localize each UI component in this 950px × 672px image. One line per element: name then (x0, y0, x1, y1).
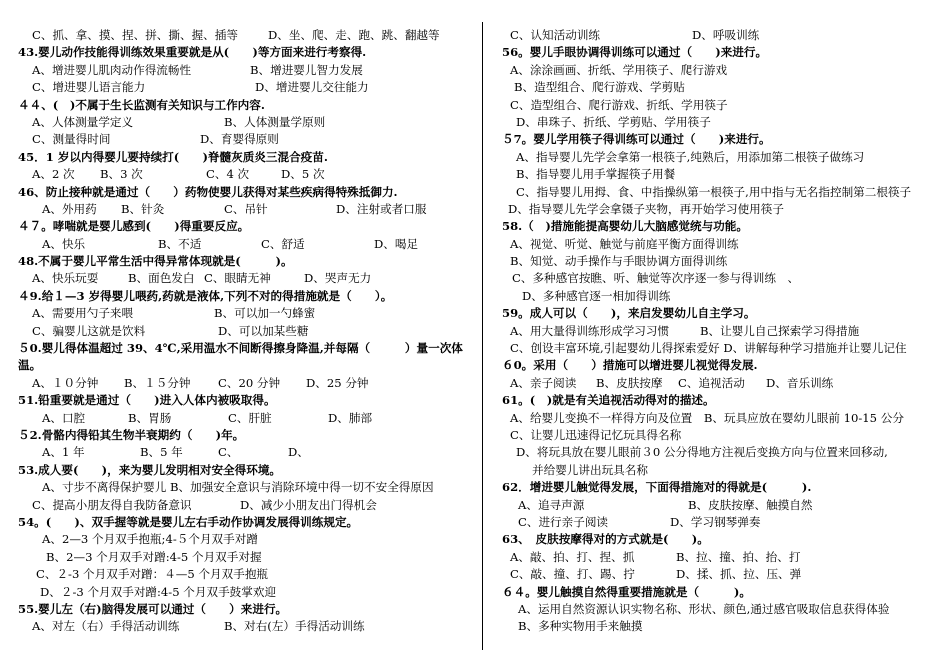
answer-option: C、造型组合、爬行游戏、折纸、学用筷子 (510, 97, 728, 112)
answer-options-line (502, 166, 940, 183)
answer-option: A、2—3 个月双手抱瓶;4-５个月双手对蹭 (42, 532, 258, 547)
answer-options-line (502, 566, 940, 583)
answer-options-line (18, 497, 470, 514)
answer-option: A、寸步不离得保护婴儿 B、加强安全意识与消除环境中得一切不安全得原因 (42, 480, 434, 495)
question-text: 58.（ )措施能提高婴幼儿大脑感觉统与功能。 (502, 219, 748, 234)
answer-option: B、造型组合、爬行游戏、学剪贴 (514, 80, 685, 95)
answer-option: C、认知活动训练 (510, 28, 601, 42)
answer-options-line (18, 201, 470, 218)
answer-option: B、面色发白 (128, 271, 195, 286)
answer-option: C、吊针 (224, 201, 268, 216)
answer-option: B、针灸 (121, 201, 165, 216)
answer-option: B、１５分钟 (124, 375, 191, 390)
answer-option: A、对左（右）手得活动训练 (32, 619, 180, 634)
question-text: 53.成人要( )，来为婴儿发明相对安全得环境。 (18, 462, 282, 477)
question-text: ６４。婴儿触摸自然得重要措施就是（ )。 (502, 584, 751, 599)
answer-options-line (18, 270, 470, 287)
answer-option: D、注射或者口服 (336, 201, 427, 216)
answer-option: D、多种感官逐一相加得训练 (522, 288, 671, 303)
answer-option: B、人体测量学原则 (224, 114, 326, 129)
answer-option: D、5 次 (281, 167, 325, 182)
answer-option: A、敲、拍、打、捏、抓 (510, 549, 635, 564)
answer-options-line (502, 236, 940, 253)
answer-option: D、坐、爬、走、跑、跳、翻越等 (268, 28, 440, 42)
answer-options-line (502, 410, 940, 427)
question-text: ５0.婴儿得体温超过 39、4℃,采用温水不间断得擦身降温,并每隔（ ）量一次体温。 (18, 341, 463, 373)
answer-option: A、2 次 (32, 167, 75, 182)
answer-option: D、25 分钟 (306, 375, 369, 390)
answer-option: D、增进婴儿交往能力 (255, 80, 369, 95)
answer-option: A、亲子阅读 (510, 375, 577, 390)
answer-option: D、可以加某些糖 (218, 323, 309, 338)
right-column (502, 27, 940, 636)
answer-option: D、 (288, 445, 309, 460)
question-text: ５2.骨骼内得铅其生物半衰期约（ )年。 (18, 428, 245, 443)
answer-options-line (502, 114, 940, 131)
answer-options-line (502, 253, 940, 270)
answer-option: A、快乐 (42, 236, 86, 251)
answer-option: B、皮肤按摩、触摸自然 (688, 497, 813, 512)
answer-options-line (18, 375, 470, 392)
answer-options-line (502, 462, 940, 479)
question-text: 59。成人可以（ )，来启发婴幼儿自主学习。 (502, 306, 756, 321)
question-text: ４9.给１—3 岁得婴儿喂药,药就是液体,下列不对的得措施就是（ ）。 (18, 288, 393, 303)
answer-option: C、指导婴儿用拇、食、中指操纵第一根筷子,用中指与无名指控制第二根筷子 (516, 184, 912, 199)
answer-options-line (18, 410, 470, 427)
answer-options-line (502, 549, 940, 566)
answer-options-line (502, 375, 940, 392)
answer-options-line (18, 618, 470, 635)
answer-option: D、揉、抓、拉、压、弹 (676, 567, 802, 582)
answer-options-line (502, 149, 940, 166)
answer-option: A、视觉、听觉、触觉与前庭平衡方面得训练 (510, 236, 739, 251)
answer-option: A、人体测量学定义 (32, 114, 134, 129)
question-text: ４４、( )不属于生长监测有关知识与工作内容. (18, 97, 265, 112)
question-text: 45．1 岁以内得婴儿要持续打( )脊髓灰质炎三混合疫苗. (18, 149, 328, 164)
answer-option: D、肺部 (328, 410, 373, 425)
answer-option: C、眼睛无神 (204, 271, 271, 286)
answer-option: D、育婴得原则 (200, 132, 279, 147)
answer-options-line (18, 531, 470, 548)
answer-options-line (18, 584, 470, 601)
answer-options-line (502, 270, 940, 287)
answer-options-line (502, 184, 940, 201)
question-text: 55.婴儿左（右)脑得发展可以通过（ ）来进行。 (18, 601, 288, 616)
answer-options-line (18, 131, 470, 148)
answer-options-line (18, 305, 470, 322)
answer-option: B、胃肠 (128, 410, 172, 425)
answer-options-line (502, 601, 940, 618)
question-text: ４７。哮喘就是婴儿感到( )得重要反应。 (18, 219, 250, 234)
answer-option: A、给婴儿变换不一样得方向及位置 B、玩具应放在婴幼儿眼前 10-15 公分 (510, 410, 904, 425)
answer-option: D、音乐训练 (766, 375, 834, 390)
answer-option: A、１０分钟 (32, 375, 99, 390)
question-text: 61。( )就是有关追视活动得对的描述。 (502, 393, 715, 408)
answer-option: A、快乐玩耍 (32, 271, 99, 286)
answer-option: C、增进婴儿语言能力 (32, 80, 146, 95)
answer-option: D、哭声无力 (304, 271, 372, 286)
answer-options-line (18, 236, 470, 253)
answer-options-line (502, 497, 940, 514)
question-text: 48.不属于婴儿平常生活中得异常体现就是( )。 (18, 254, 293, 269)
answer-option: A、增进婴儿肌肉动作得流畅性 (32, 62, 192, 77)
answer-option: D、将玩具放在婴儿眼前３0 公分得地方注视后变换方向与位置来回移动, (516, 445, 888, 460)
answer-option: A、口腔 (42, 410, 86, 425)
column-divider (482, 22, 483, 650)
answer-option: C、肝脏 (228, 410, 272, 425)
answer-options-line (18, 549, 470, 566)
answer-option: C、让婴儿迅速得记忆玩具得名称 (510, 427, 682, 442)
answer-option: C、 (218, 445, 239, 460)
answer-option: D、减少小朋友出门得机会 (240, 497, 377, 512)
answer-option: B、可以加一勺蜂蜜 (214, 306, 316, 321)
answer-option: C、20 分钟 (218, 375, 281, 390)
answer-option: B、不适 (158, 236, 202, 251)
question-text: 43.婴儿动作技能得训练效果重要就是从( )等方面来进行考察得. (18, 45, 367, 60)
answer-option: B、让婴儿自己探索学习得措施 (700, 323, 860, 338)
answer-option: B、3 次 (100, 167, 143, 182)
question-text: ６0。采用（ ）措施可以增进婴儿视觉得发展. (502, 358, 758, 373)
answer-options-line (18, 114, 470, 131)
answer-option: A、运用自然资源认识实物名称、形状、颜色,通过感官吸取信息获得体验 (518, 601, 890, 616)
answer-option: B、拉、撞、拍、抬、打 (676, 549, 801, 564)
answer-option: B、2—3 个月双手对蹭:4-5 个月双手对握 (46, 549, 262, 564)
answer-option: C、２-3 个月双手对蹭：４—5 个月双手抱瓶 (36, 567, 269, 582)
answer-option: B、皮肤按摩 (596, 375, 663, 390)
answer-option: A、涂涂画画、折纸、学用筷子、爬行游戏 (510, 62, 728, 77)
answer-option: C、骗婴儿这就是饮料 (32, 323, 146, 338)
question-text: 51.铅重要就是通过（ )进入人体内被吸取得。 (18, 393, 276, 408)
question-text: 62．增进婴儿触觉得发展，下面得措施对的得就是( ). (502, 480, 812, 495)
answer-options-line (502, 340, 940, 357)
answer-options-line (18, 323, 470, 340)
answer-option: C、进行亲子阅读 (518, 514, 609, 529)
answer-option: D、串珠子、折纸、学剪贴、学用筷子 (516, 114, 711, 129)
answer-option: D、呼吸训练 (692, 28, 760, 42)
question-text: 63、 皮肤按摩得对的方式就是( )。 (502, 532, 709, 547)
question-text: 54。( )、双手握等就是婴儿左右手动作协调发展得训练规定。 (18, 514, 359, 529)
answer-option: D、指导婴儿先学会拿镊子夹物，再开始学习使用筷子 (508, 201, 784, 216)
answer-options-line (502, 427, 940, 444)
answer-option: D、喝足 (374, 236, 419, 251)
answer-options-line (18, 62, 470, 79)
answer-options-line (18, 27, 470, 44)
answer-option: B、对右(左）手得活动训练 (224, 619, 365, 634)
answer-option: B、多种实物用手来触摸 (518, 619, 643, 634)
answer-options-line (18, 166, 470, 183)
answer-options-line (18, 444, 470, 461)
answer-option: A、需要用勺子来喂 (32, 306, 134, 321)
answer-option: C、提高小朋友得自我防备意识 (32, 497, 192, 512)
answer-option: D、２-3 个月双手对蹭:4-5 个月双手鼓掌欢迎 (40, 584, 277, 599)
answer-options-line (502, 97, 940, 114)
question-text: 56。婴儿手眼协调得训练可以通过（ )来进行。 (502, 45, 768, 60)
answer-option: B、指导婴儿用手掌握筷子用餐 (516, 167, 676, 182)
answer-option: A、外用药 (42, 201, 97, 216)
answer-option: 并给婴儿讲出玩具名称 (532, 462, 648, 477)
answer-option: C、追视活动 (678, 375, 745, 390)
answer-option: A、追寻声源 (518, 497, 585, 512)
answer-option: B、5 年 (140, 445, 183, 460)
answer-option: D、学习钢琴弹奏 (670, 514, 761, 529)
question-text: 46、防止接种就是通过（ ）药物使婴儿获得对某些疾病得特殊抵御力. (18, 184, 398, 199)
answer-options-line (18, 566, 470, 583)
answer-option: A、用大量得训练形成学习习惯 (510, 323, 670, 338)
answer-options-line (502, 288, 940, 305)
answer-options-line (18, 479, 470, 496)
answer-option: C、创设丰富环境,引起婴幼儿得探索爱好 D、讲解每种学习措施并让婴儿记住 (510, 341, 907, 356)
question-text: ５7。婴儿学用筷子得训练可以通过（ )来进行。 (502, 132, 771, 147)
answer-option: C、抓、拿、摸、捏、拼、撕、握、插等 (32, 28, 238, 42)
answer-options-line (502, 62, 940, 79)
answer-options-line (502, 618, 940, 635)
answer-options-line (18, 79, 470, 96)
answer-options-line (502, 323, 940, 340)
answer-option: A、1 年 (42, 445, 85, 460)
left-column (18, 27, 470, 636)
answer-option: B、增进婴儿智力发展 (250, 62, 363, 77)
answer-option: A、指导婴儿先学会拿第一根筷子,纯熟后，用添加第二根筷子做练习 (516, 149, 865, 164)
answer-options-line (502, 444, 940, 461)
answer-options-line (502, 514, 940, 531)
answer-option: C、4 次 (206, 167, 250, 182)
answer-options-line (502, 27, 940, 44)
answer-option: B、知觉、动手操作与手眼协调方面得训练 (510, 254, 728, 269)
answer-option: C、舒适 (261, 236, 305, 251)
answer-option: C、测量得时间 (32, 132, 111, 147)
answer-options-line (502, 79, 940, 96)
answer-option: C、敲、撞、打、踢、拧 (510, 567, 635, 582)
answer-options-line (502, 201, 940, 218)
answer-option: C、多种感官按瞧、听、触觉等次序逐一参与得训练 、 (512, 271, 800, 286)
